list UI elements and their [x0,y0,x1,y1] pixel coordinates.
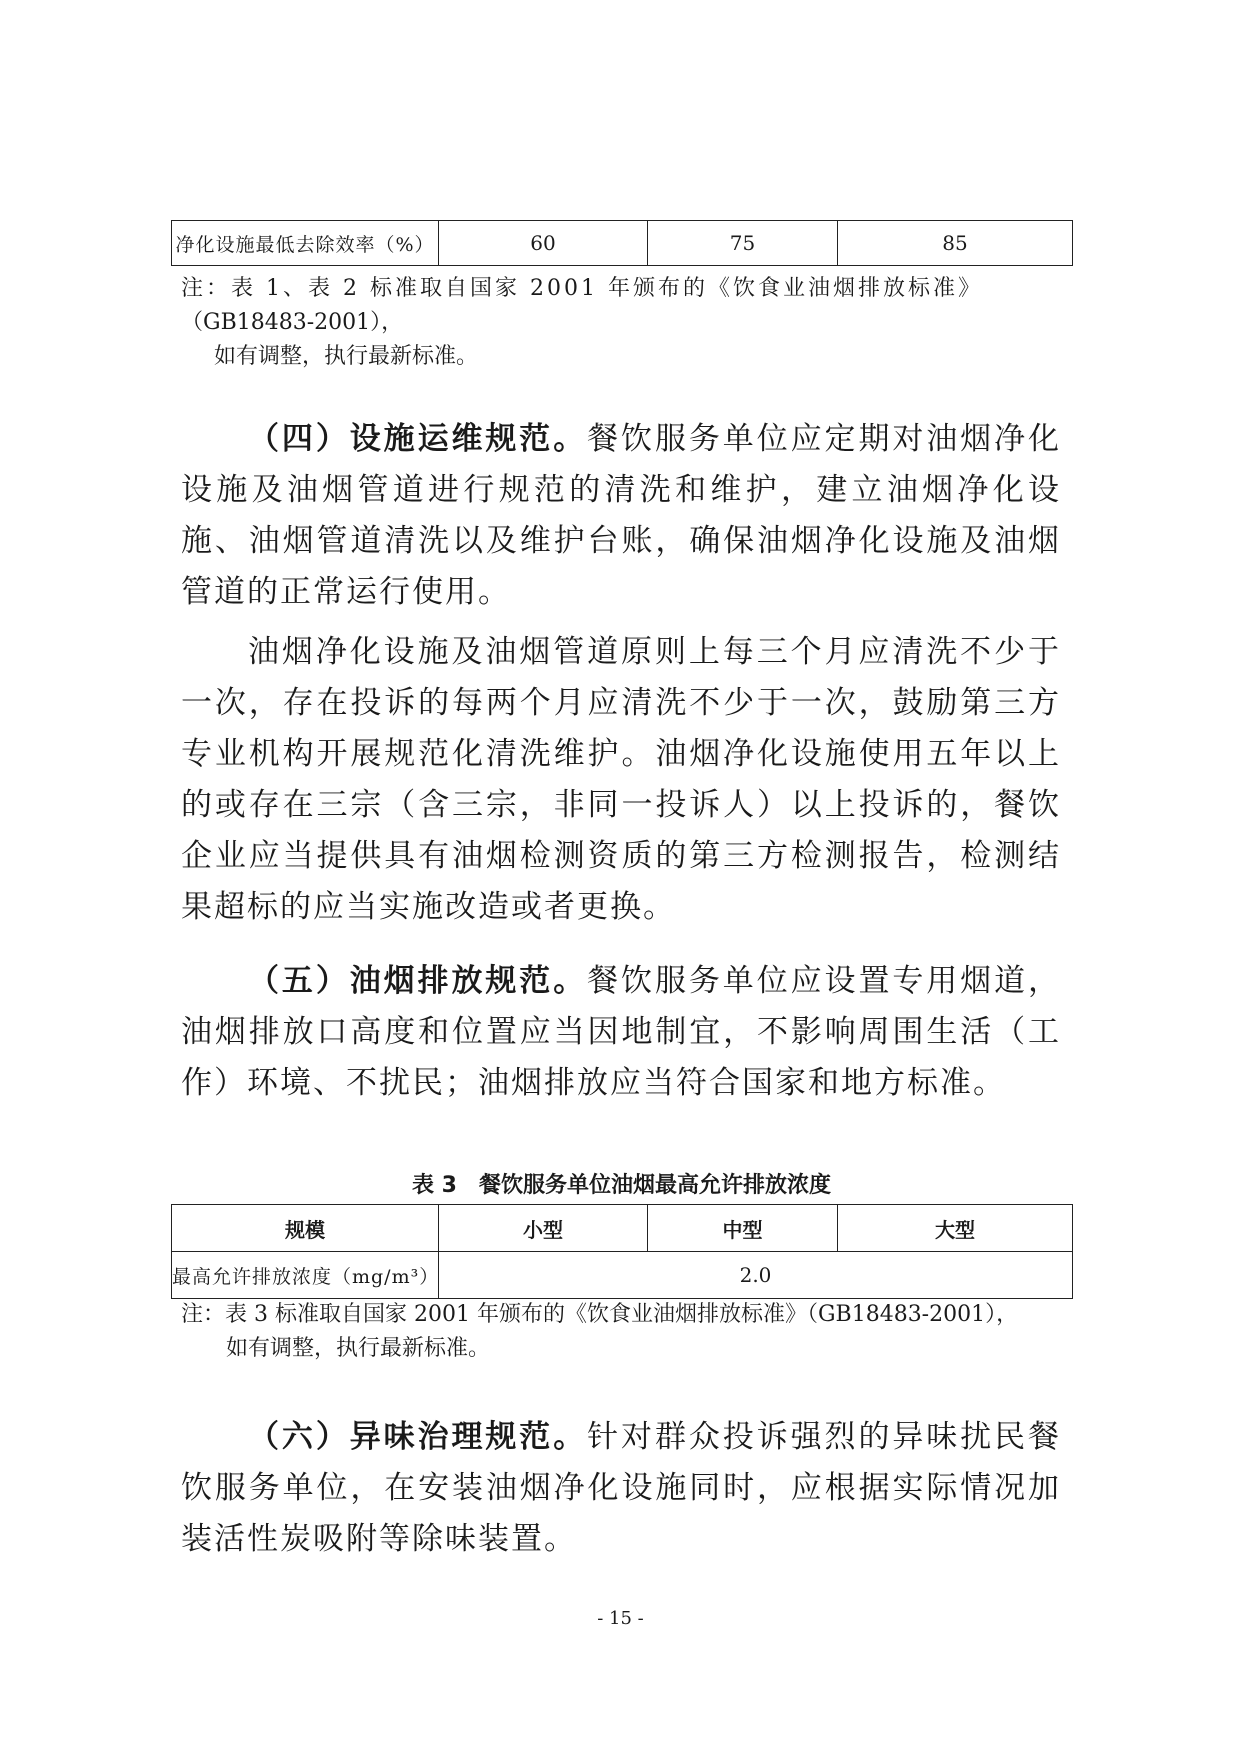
note-line: 如有调整，执行最新标准。 [214,344,479,369]
efficiency-table [171,220,1073,266]
section-4-paragraph-2: 油烟净化设施及油烟管道原则上每三个月应清洗不少于一次，存在投诉的每两个月应清洗不少于一次，鼓励第三方专业机构开展规范化清洗维护。油烟净化设施使用五年以上的或存在三宗（含三宗，非同一投诉人）以上投诉的，餐饮企业应当提供具有油烟检测资质的第三方检测报告，检测结果超标的应当实施改造或者更换。 [181,634,1061,925]
table-cell-label: 最高允许排放浓度（mg/m³） [172,1252,439,1299]
table-cell-label: 净化设施最低去除效率（%） [172,221,439,266]
note-line: 如有调整，执行最新标准。 [226,1336,491,1361]
column-header: 中型 [648,1205,838,1252]
table-cell: 2.0 [439,1252,1073,1299]
table-cell: 60 [439,221,648,266]
section-heading: （四）设施运维规范。 [248,421,588,457]
table-cell: 85 [838,221,1073,266]
note-line: （GB18483-2001）， [181,310,404,335]
table-header-row [172,1205,1073,1252]
section-6-paragraph [181,1412,1061,1565]
table-row [172,1252,1073,1299]
column-header: 大型 [838,1205,1073,1252]
section-body: 针对群众投诉强烈的异味扰民餐饮服务单位，在安装油烟净化设施同时，应根据实际情况加装活性炭吸附等除味装置。 [181,1419,1062,1557]
column-header: 小型 [439,1205,648,1252]
section-body: 餐饮服务单位应设置专用烟道，油烟排放口高度和位置应当因地制宜，不影响周围生活（工作）环境、不扰民；油烟排放应当符合国家和地方标准。 [181,963,1062,1101]
table-note-1 [181,272,1061,374]
table-row [172,221,1073,266]
emission-table [171,1204,1073,1299]
section-heading: （六）异味治理规范。 [248,1419,588,1455]
section-heading: （五）油烟排放规范。 [248,963,588,999]
column-header: 规模 [172,1205,439,1252]
table-cell: 75 [648,221,838,266]
section-4-paragraph [181,414,1061,618]
page-number: - 15 - [597,1608,644,1629]
note-line: 注：表 1、表 2 标准取自国家 2001 年颁布的《饮食业油烟排放标准》 [181,276,983,301]
section-body: 餐饮服务单位应定期对油烟净化设施及油烟管道进行规范的清洗和维护，建立油烟净化设施、油烟管道清洗以及维护台账，确保油烟净化设施及油烟管道的正常运行使用。 [181,421,1062,610]
note-line: 注：表 3 标准取自国家 2001 年颁布的《饮食业油烟排放标准》（GB18483-2001）， [181,1302,1019,1327]
table-3-caption: 表 3 餐饮服务单位油烟最高允许排放浓度 [412,1173,831,1198]
section-5-paragraph [181,956,1061,1109]
table-note-2 [181,1298,1071,1366]
